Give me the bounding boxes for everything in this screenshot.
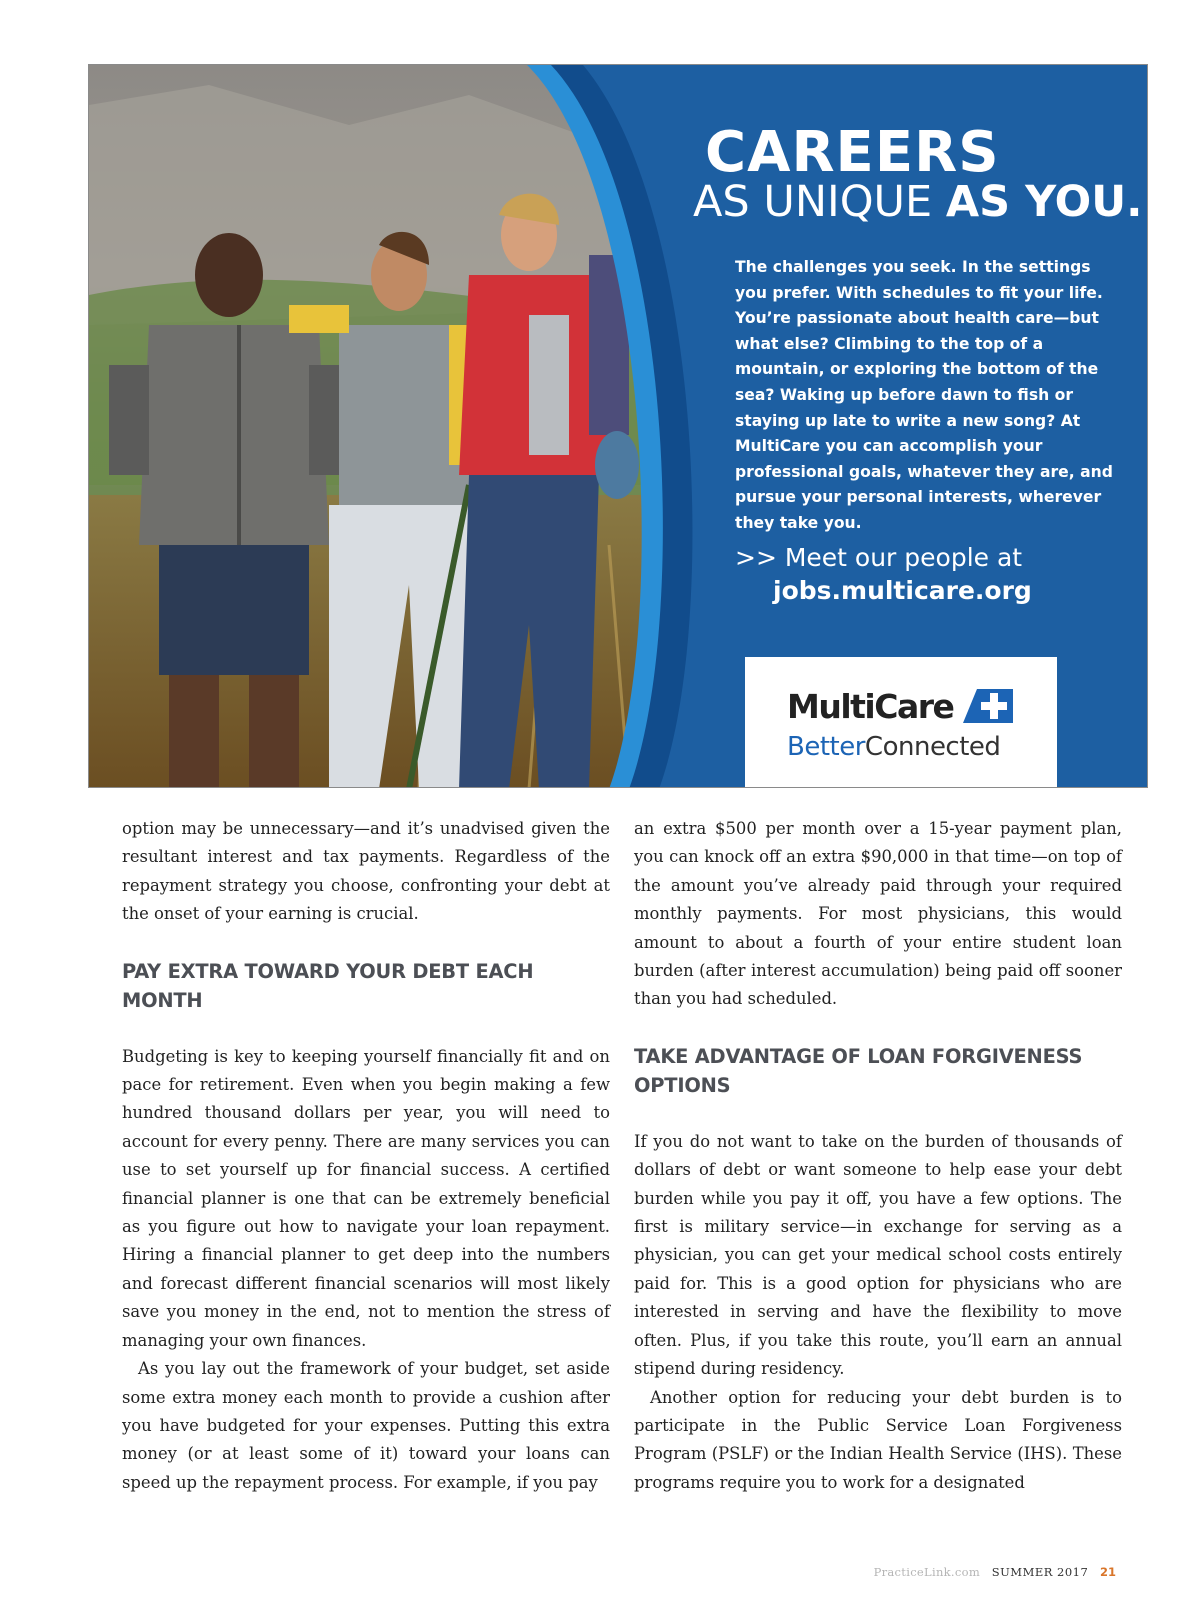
multicare-ad — [88, 64, 1148, 788]
right-paragraph-3: Another option for reducing your debt burden is to participate in the Public Service Loan Forgiveness Program (PSLF) or the Indian Health Service (IHS). These programs require you to work for a designated — [634, 1387, 1122, 1492]
footer-issue: SUMMER 2017 — [991, 1565, 1089, 1579]
ad-headline-careers: CAREERS — [705, 120, 1000, 185]
right-paragraph-2: If you do not want to take on the burden of thousands of dollars of debt or want someone to help ease your debt burden while you pay it off, you have a few options. The first is military service—in exchange for serving as a physician, you can get your medical school costs entirely paid for. This is a good option for physicians who are interested in serving and have the flexibility to move often. Plus, if you take this route, you’ll earn an annual stipend during residency. — [634, 1131, 1122, 1379]
ad-headline-unique-b: AS YOU. — [945, 177, 1143, 227]
ad-headline-unique-a: AS UNIQUE — [693, 177, 946, 227]
left-paragraph-1: option may be unnecessary—and it’s unadvised given the resultant interest and tax payments. Regardless of the repayment strategy you choose, confronting your debt at the onset of your earning is crucial. — [122, 819, 610, 924]
logo-name: MultiCare — [787, 687, 954, 726]
heading-loan-forgiveness: TAKE ADVANTAGE OF LOAN FORGIVENESS OPTIONS — [634, 1044, 1083, 1097]
ad-headline-unique — [693, 177, 1145, 227]
logo-tagline-better: Better — [787, 732, 865, 762]
multicare-cross-icon — [963, 689, 1013, 723]
heading-pay-extra: PAY EXTRA TOWARD YOUR DEBT EACH MONTH — [122, 959, 534, 1012]
ad-call-to-action — [735, 541, 1115, 607]
article-column-right — [634, 815, 1122, 1497]
ad-body-copy: The challenges you seek. In the settings you prefer. With schedules to fit your life. You’re passionate about health care—but what else? Climbing to the top of a mountain, or exploring the bottom of the sea? Waking up before dawn to fish or staying up late to write a new song? At MultiCare you can accomplish your professional goals, whatever they are, and pursue your personal interests, wherever they take you. — [735, 258, 1113, 532]
footer-site: PracticeLink.com — [873, 1565, 981, 1579]
logo-tagline-connected: Connected — [864, 732, 1001, 762]
left-paragraph-3: As you lay out the framework of your budget, set aside some extra money each month to provide a cushion after you have budgeted for your expenses. Putting this extra money (or at least some of it) toward your loans can speed up the repayment process. For example, if you pay — [122, 1359, 610, 1492]
page-footer — [874, 1565, 1116, 1579]
left-paragraph-2: Budgeting is key to keeping yourself financially fit and on pace for retirement. Even when you begin making a few hundred thousand dollars per year, you will need to account for every penny. There are many services you can use to set yourself up for financial success. A certified financial planner is one that can be extremely beneficial as you figure out how to navigate your loan repayment. Hiring a financial planner to get deep into the numbers and forecast different financial scenarios will most likely save you money in the end, not to mention the stress of managing your own finances. — [122, 1046, 610, 1350]
page-number: 21 — [1099, 1565, 1116, 1579]
logo-tagline — [787, 731, 1000, 763]
right-paragraph-1: an extra $500 per month over a 15-year payment plan, you can knock off an extra $90,000 in that time—on top of the amount you’ve already paid through your required monthly payments. For most physicians, this would amount to about a fourth of your entire student loan burden (after interest accumulation) being paid off sooner than you had scheduled. — [634, 819, 1122, 1009]
ad-cta-prefix: >> Meet our people at — [735, 543, 1023, 572]
ad-cta-url[interactable]: jobs.multicare.org — [773, 576, 1032, 605]
multicare-logo — [745, 657, 1057, 788]
article-column-left — [122, 815, 610, 1497]
